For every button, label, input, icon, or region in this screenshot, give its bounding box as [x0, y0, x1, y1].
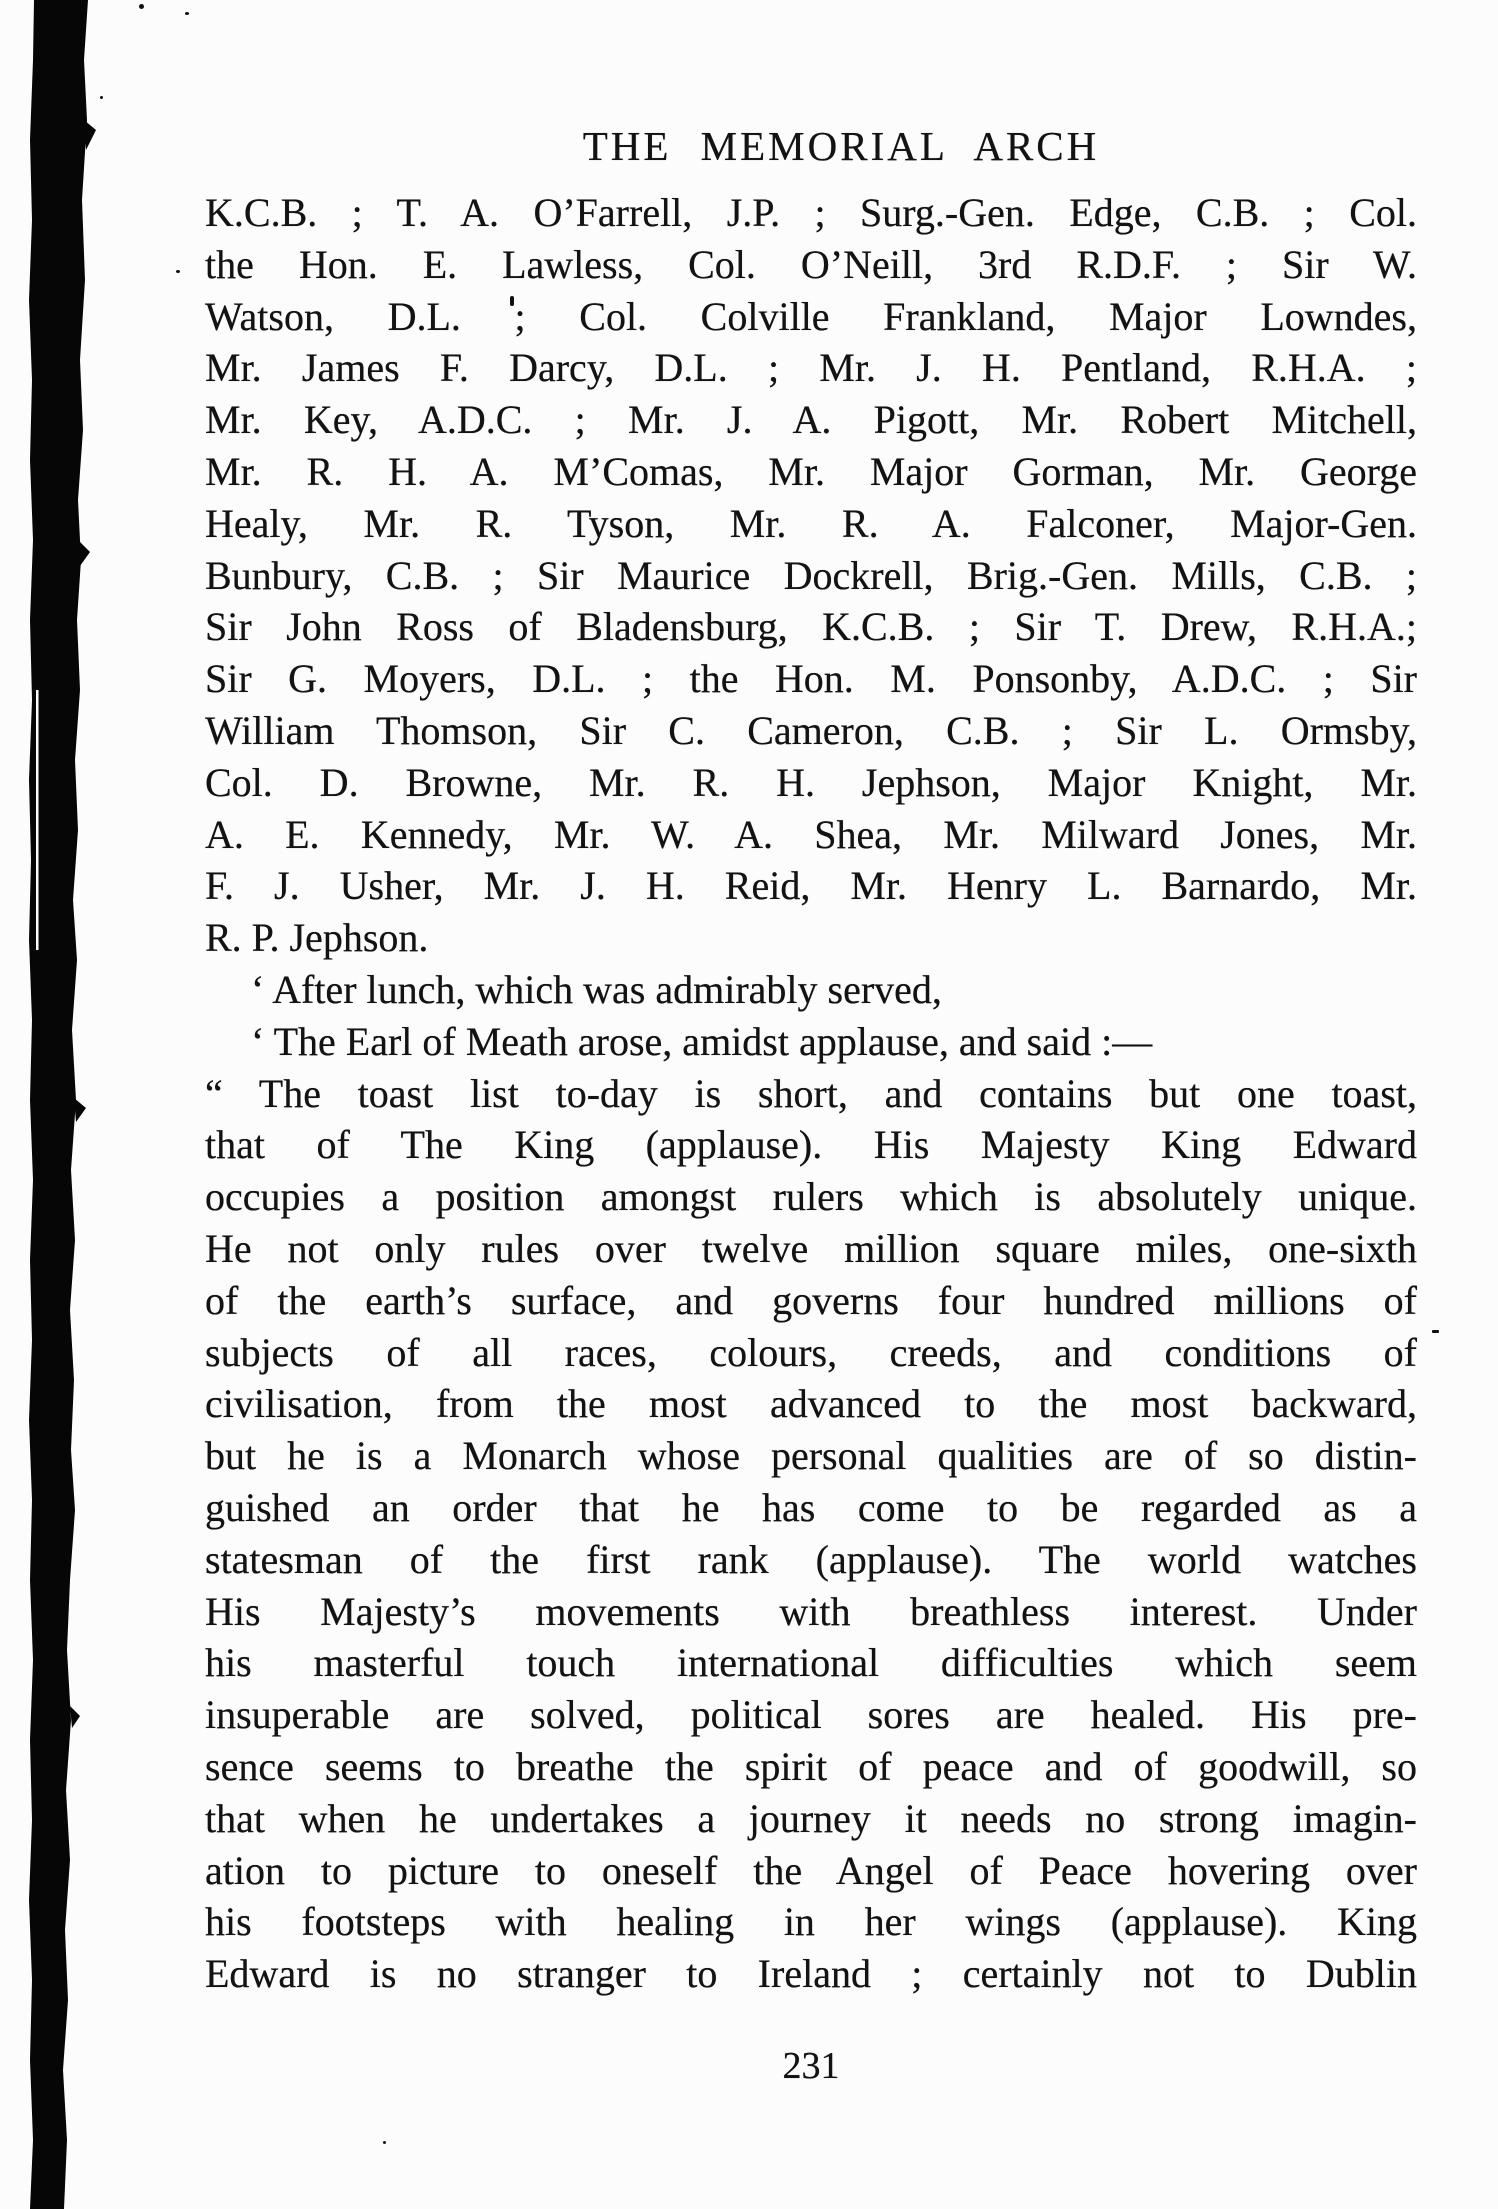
text-line: Bunbury, C.B. ; Sir Maurice Dockrell, Brig.-Gen. Mills, C.B. ; — [205, 552, 1417, 598]
text-line: subjects of all races, colours, creeds, and conditions of — [205, 1329, 1417, 1375]
text-line: his footsteps with healing in her wings (applause). King — [205, 1899, 1417, 1945]
text-line: his masterful touch international difficulties which seem — [205, 1640, 1417, 1686]
text-line: William Thomson, Sir C. Cameron, C.B. ; Sir L. Ormsby, — [205, 707, 1417, 753]
scan-crack — [36, 690, 39, 950]
text-line: of the earth’s surface, and governs four hundred millions of — [205, 1277, 1417, 1323]
text-line: that when he undertakes a journey it needs no strong imagin- — [205, 1795, 1417, 1841]
text-line: civilisation, from the most advanced to the most backward, — [205, 1381, 1417, 1427]
text-line: His Majesty’s movements with breathless interest. Under — [205, 1588, 1417, 1634]
text-line: Mr. Key, A.D.C. ; Mr. J. A. Pigott, Mr. Robert Mitchell, — [205, 397, 1417, 443]
body-text — [205, 187, 1417, 2000]
scan-speck — [100, 96, 103, 99]
text-line: insuperable are solved, political sores are healed. His pre- — [205, 1692, 1417, 1738]
text-line: Sir G. Moyers, D.L. ; the Hon. M. Ponsonby, A.D.C. ; Sir — [205, 656, 1417, 702]
text-line: sence seems to breathe the spirit of peace and of goodwill, so — [205, 1743, 1417, 1789]
text-line: Col. D. Browne, Mr. R. H. Jephson, Major Knight, Mr. — [205, 759, 1417, 805]
text-line: statesman of the first rank (applause). The world watches — [205, 1536, 1417, 1582]
text-line: “ The toast list to-day is short, and contains but one toast, — [205, 1070, 1417, 1116]
text-line: that of The King (applause). His Majesty King Edward — [205, 1122, 1417, 1168]
text-line: R. P. Jephson. — [205, 915, 429, 961]
text-line: guished an order that he has come to be regarded as a — [205, 1484, 1417, 1530]
text-line: Sir John Ross of Bladensburg, K.C.B. ; Sir T. Drew, R.H.A.; — [205, 604, 1417, 650]
text-line: occupies a position amongst rulers which is absolutely unique. — [205, 1174, 1417, 1220]
scan-speck — [383, 2141, 386, 2144]
scan-speck — [139, 4, 144, 9]
text-line: K.C.B. ; T. A. O’Farrell, J.P. ; Surg.-Gen. Edge, C.B. ; Col. — [205, 190, 1417, 235]
text-line: Edward is no stranger to Ireland ; certainly not to Dublin — [205, 1951, 1417, 1997]
text-line: Healy, Mr. R. Tyson, Mr. R. A. Falconer, Major-Gen. — [205, 500, 1417, 546]
scan-edge-artifact — [0, 0, 130, 2209]
text-line: ‘ After lunch, which was admirably served, — [251, 966, 942, 1012]
page-number: 231 — [782, 2045, 840, 2087]
text-line: A. E. Kennedy, Mr. W. A. Shea, Mr. Milward Jones, Mr. — [205, 811, 1417, 857]
text-line: but he is a Monarch whose personal qualities are of so distin- — [205, 1433, 1417, 1479]
text-line: Mr. James F. Darcy, D.L. ; Mr. J. H. Pentland, R.H.A. ; — [205, 345, 1417, 391]
text-line: He not only rules over twelve million square miles, one-sixth — [205, 1225, 1417, 1271]
text-line: F. J. Usher, Mr. J. H. Reid, Mr. Henry L. Barnardo, Mr. — [205, 863, 1417, 909]
text-line: Watson, D.L. ; Col. Colville Frankland, Major Lowndes, — [205, 293, 1417, 339]
text-line: ‘ The Earl of Meath arose, amidst applause, and said :— — [251, 1018, 1153, 1064]
scan-speck — [176, 270, 180, 273]
text-line: the Hon. E. Lawless, Col. O’Neill, 3rd R.D.F. ; Sir W. — [205, 241, 1417, 287]
scan-speck — [185, 12, 189, 15]
text-line: ation to picture to oneself the Angel of Peace hovering over — [205, 1847, 1417, 1893]
page-heading: THE MEMORIAL ARCH — [582, 123, 1100, 169]
scan-speck — [1432, 1330, 1439, 1333]
text-line: Mr. R. H. A. M’Comas, Mr. Major Gorman, Mr. George — [205, 448, 1417, 494]
